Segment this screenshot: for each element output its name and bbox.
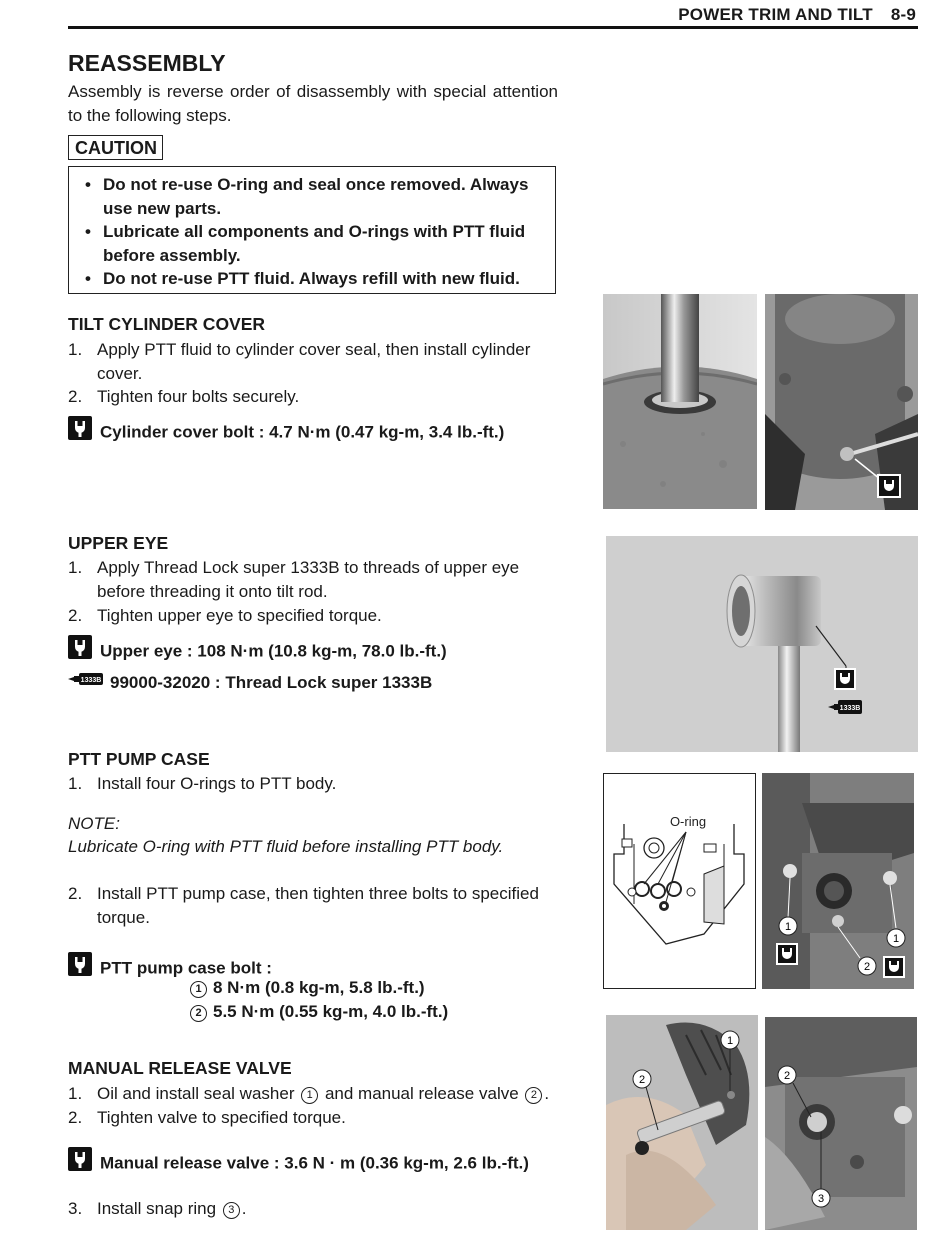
callout-marker: 2: [525, 1087, 542, 1104]
torque-sub-spec: [190, 1001, 448, 1023]
caution-item: • Do not re-use O-ring and seal once removed. Always use new parts.: [83, 173, 545, 220]
photo-thread-lock-badge: 1333B: [839, 705, 861, 712]
header-section: POWER TRIM AND TILT: [678, 5, 873, 24]
step: [68, 1082, 558, 1106]
photo-callout-1: 1: [892, 933, 900, 945]
step-text: Install four O-rings to PTT body.: [97, 774, 337, 793]
step: [68, 556, 558, 603]
step-text: Oil and install seal washer 1 and manual release valve 2 .: [97, 1084, 550, 1103]
step: [68, 772, 558, 796]
photo-callout-2: 2: [638, 1074, 646, 1086]
section-title-tilt-cylinder-cover: TILT CYLINDER COVER: [68, 314, 266, 334]
step-text: Tighten upper eye to specified torque.: [97, 606, 382, 625]
step-number: 3.: [68, 1199, 83, 1218]
step-text: Apply PTT fluid to cylinder cover seal, then install cylinder cover.: [97, 340, 531, 383]
photo-upper-eye: [606, 536, 918, 752]
thread-lock-text: 99000-32020 : Thread Lock super 1333B: [110, 673, 433, 692]
intro-paragraph: Assembly is reverse order of disassembly with special attention to the following steps.: [68, 82, 558, 125]
step-text: Tighten four bolts securely.: [97, 387, 300, 406]
torque-sub-spec: [190, 977, 425, 999]
torque-wrench-icon: [68, 952, 92, 982]
torque-spec-text: Upper eye : 108 N·m (10.8 kg-m, 78.0 lb.-ft.): [100, 641, 447, 661]
torque-spec: [68, 637, 447, 667]
step: [68, 882, 558, 929]
torque-spec-text: Cylinder cover bolt : 4.7 N·m (0.47 kg-m, 3.4 lb.-ft.): [100, 422, 505, 442]
thread-lock-tube-icon: [68, 671, 104, 693]
photo-callout-3: 3: [817, 1193, 825, 1205]
torque-value: 5.5 N·m (0.55 kg-m, 4.0 lb.-ft.): [213, 1002, 449, 1021]
caution-item: • Do not re-use PTT fluid. Always refill with new fluid.: [83, 267, 545, 291]
diagram-o-ring-label: O-ring: [669, 814, 707, 829]
caution-box: [68, 166, 556, 294]
caution-label: CAUTION: [68, 135, 163, 160]
section-title-ptt-pump-case: PTT PUMP CASE: [68, 749, 210, 769]
callout-marker: 3: [223, 1202, 240, 1219]
photo-callout-2: 2: [863, 961, 871, 973]
torque-wrench-icon: [68, 1147, 92, 1177]
thread-lock-spec: [68, 672, 432, 695]
photo-release-valve-snap-ring: [765, 1017, 917, 1230]
photo-callout-1: 1: [726, 1035, 734, 1047]
thread-lock-badge-text: 1333B: [80, 676, 102, 684]
step-text: Install PTT pump case, then tighten three bolts to specified torque.: [97, 884, 539, 927]
note-text: Lubricate O-ring with PTT fluid before installing PTT body.: [68, 837, 504, 856]
step: [68, 604, 558, 628]
photo-callout-2: 2: [783, 1070, 791, 1082]
header-page-number: 8-9: [890, 5, 916, 24]
step-number: 1.: [68, 558, 83, 577]
photo-ptt-pump-case: [762, 773, 914, 989]
step-text: Tighten valve to specified torque.: [97, 1108, 346, 1127]
step: [68, 385, 558, 409]
photo-cylinder-rod: [603, 294, 757, 509]
callout-marker: 1: [301, 1087, 318, 1104]
step-text: Install snap ring 3 .: [97, 1199, 247, 1218]
note-label: NOTE:: [68, 814, 120, 833]
step-number: 2.: [68, 884, 83, 903]
callout-marker: 1: [190, 981, 207, 998]
torque-spec: [68, 418, 504, 448]
step-number: 1.: [68, 340, 83, 359]
diagram-o-rings: [603, 773, 756, 989]
page-header: [678, 5, 916, 25]
callout-marker: 2: [190, 1005, 207, 1022]
torque-wrench-icon: [68, 416, 92, 446]
torque-spec-text: Manual release valve : 3.6 N · m (0.36 kg-m, 2.6 lb.-ft.): [100, 1153, 529, 1173]
step-number: 2.: [68, 606, 83, 625]
photo-callout-1: 1: [784, 921, 792, 933]
step-number: 2.: [68, 387, 83, 406]
torque-spec-text: PTT pump case bolt :: [100, 958, 272, 978]
step-number: 1.: [68, 774, 83, 793]
step: [68, 1106, 558, 1130]
section-title-upper-eye: UPPER EYE: [68, 533, 169, 553]
caution-item: • Lubricate all components and O-rings with PTT fluid before assembly.: [83, 220, 545, 267]
torque-wrench-icon: [68, 635, 92, 665]
page-title: REASSEMBLY: [68, 50, 226, 76]
header-rule: [68, 26, 918, 29]
step-text: Apply Thread Lock super 1333B to threads of upper eye before threading it onto tilt rod.: [97, 558, 520, 601]
step: [68, 338, 558, 385]
torque-spec: [68, 1149, 529, 1179]
photo-release-valve-seal: [606, 1015, 758, 1230]
torque-value: 8 N·m (0.8 kg-m, 5.8 lb.-ft.): [213, 978, 425, 997]
step: [68, 1197, 558, 1221]
section-title-manual-release-valve: MANUAL RELEASE VALVE: [68, 1058, 292, 1078]
step-number: 1.: [68, 1084, 83, 1103]
step-number: 2.: [68, 1108, 83, 1127]
photo-cylinder-cover-bolts: [765, 294, 918, 510]
